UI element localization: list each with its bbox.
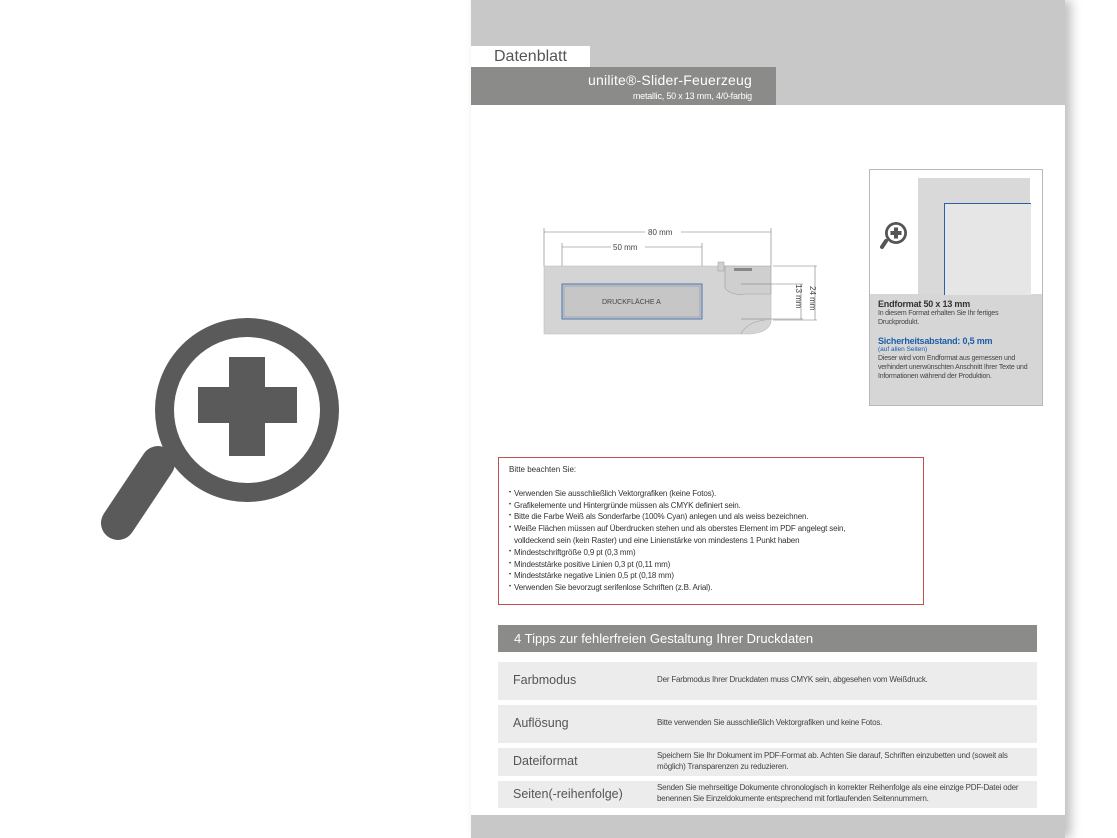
product-subtitle: metallic, 50 x 13 mm, 4/0-farbig [632, 91, 752, 101]
tip-desc: Der Farbmodus Ihrer Druckdaten muss CMYK sein, abgesehen vom Weißdruck. [657, 675, 928, 684]
dim-print-width: 50 mm [613, 243, 638, 252]
notice-box [498, 457, 924, 605]
product-title: unilite®-Slider-Feuerzeug [588, 72, 752, 88]
format-legend-card [869, 169, 1043, 406]
notice-item: • Mindeststärke positive Linien 0,3 pt (0,11 mm) [509, 559, 913, 571]
notice-item: • Grafikelemente und Hintergründe müssen als CMYK definiert sein. [509, 500, 913, 512]
footer-band [471, 815, 1065, 838]
product-title-bar [471, 67, 776, 105]
end-format-title: Endformat 50 x 13 mm [878, 299, 971, 309]
dim-print-height: 13 mm [794, 284, 803, 309]
notice-list [509, 488, 913, 594]
notice-item: • Bitte die Farbe Weiß als Sonderfarbe (100% Cyan) anlegen und als weiss bezeichnen. [509, 511, 913, 523]
tip-desc: Speichern Sie Ihr Dokument im PDF-Format ab. Achten Sie darauf, Schriften einzubetten und (soweit als möglich) Transparenzen zu reduzieren. [657, 751, 1008, 771]
notice-item: volldeckend sein (kein Raster) und eine Linienstärke von mindestens 1 Punkt haben [514, 535, 800, 545]
zoom-in-icon-small[interactable] [879, 220, 909, 250]
tip-desc: Bitte verwenden Sie ausschließlich Vektorgrafiken und keine Fotos. [657, 718, 883, 727]
safety-distance-text: Dieser wird vom Endformat aus gemessen und verhindert unerwünschten Anschnitt Ihrer Texte und Informationen während der Produktion. [878, 355, 1028, 380]
tip-name: Farbmodus [513, 673, 577, 687]
datasheet-page [471, 0, 1065, 838]
datasheet-tab-label: Datenblatt [471, 46, 590, 67]
end-format-text: In diesem Format erhalten Sie Ihr fertiges Druckprodukt. [878, 310, 999, 326]
tip-name: Dateiformat [513, 754, 578, 768]
notice-item: • Weiße Flächen müssen auf Überdrucken stehen und als oberstes Element im PDF angelegt sein, [509, 523, 913, 535]
zoom-in-icon[interactable] [100, 315, 360, 555]
tip-desc: Senden Sie mehrseitige Dokumente chronologisch in korrekter Reihenfolge als eine einzige PDF-Datei oder benennen Sie Einzeldokumente entsprechend mit fortlaufenden Seitennummern. [657, 783, 1019, 803]
safety-area [944, 203, 1031, 295]
safety-distance-sub: (auf allen Seiten) [878, 346, 928, 353]
notice-item: • Mindestschriftgröße 0,9 pt (0,3 mm) [509, 547, 913, 559]
tip-name: Seiten(-reihenfolge) [513, 787, 623, 801]
tip-row [498, 662, 1037, 700]
format-preview [870, 170, 1042, 294]
tip-name: Auflösung [513, 716, 569, 730]
dim-total-width: 80 mm [648, 228, 673, 237]
lighter-technical-drawing [541, 222, 841, 342]
notice-item: • Verwenden Sie ausschließlich Vektorgrafiken (keine Fotos). [509, 488, 913, 500]
notice-item: • Mindeststärke negative Linien 0,5 pt (0,18 mm) [509, 570, 913, 582]
tip-row [498, 705, 1037, 743]
notice-heading: Bitte beachten Sie: [509, 465, 577, 474]
dim-total-height: 24 mm [808, 286, 817, 311]
print-area-label: DRUCKFLÄCHE A [602, 299, 661, 306]
tip-row [498, 781, 1037, 808]
tips-header: 4 Tipps zur fehlerfreien Gestaltung Ihrer Druckdaten [498, 625, 1037, 652]
safety-distance-title: Sicherheitsabstand: 0,5 mm [878, 336, 993, 346]
notice-item: • Verwenden Sie bevorzugt serifenlose Schriften (z.B. Arial). [509, 582, 913, 594]
tip-row [498, 748, 1037, 776]
